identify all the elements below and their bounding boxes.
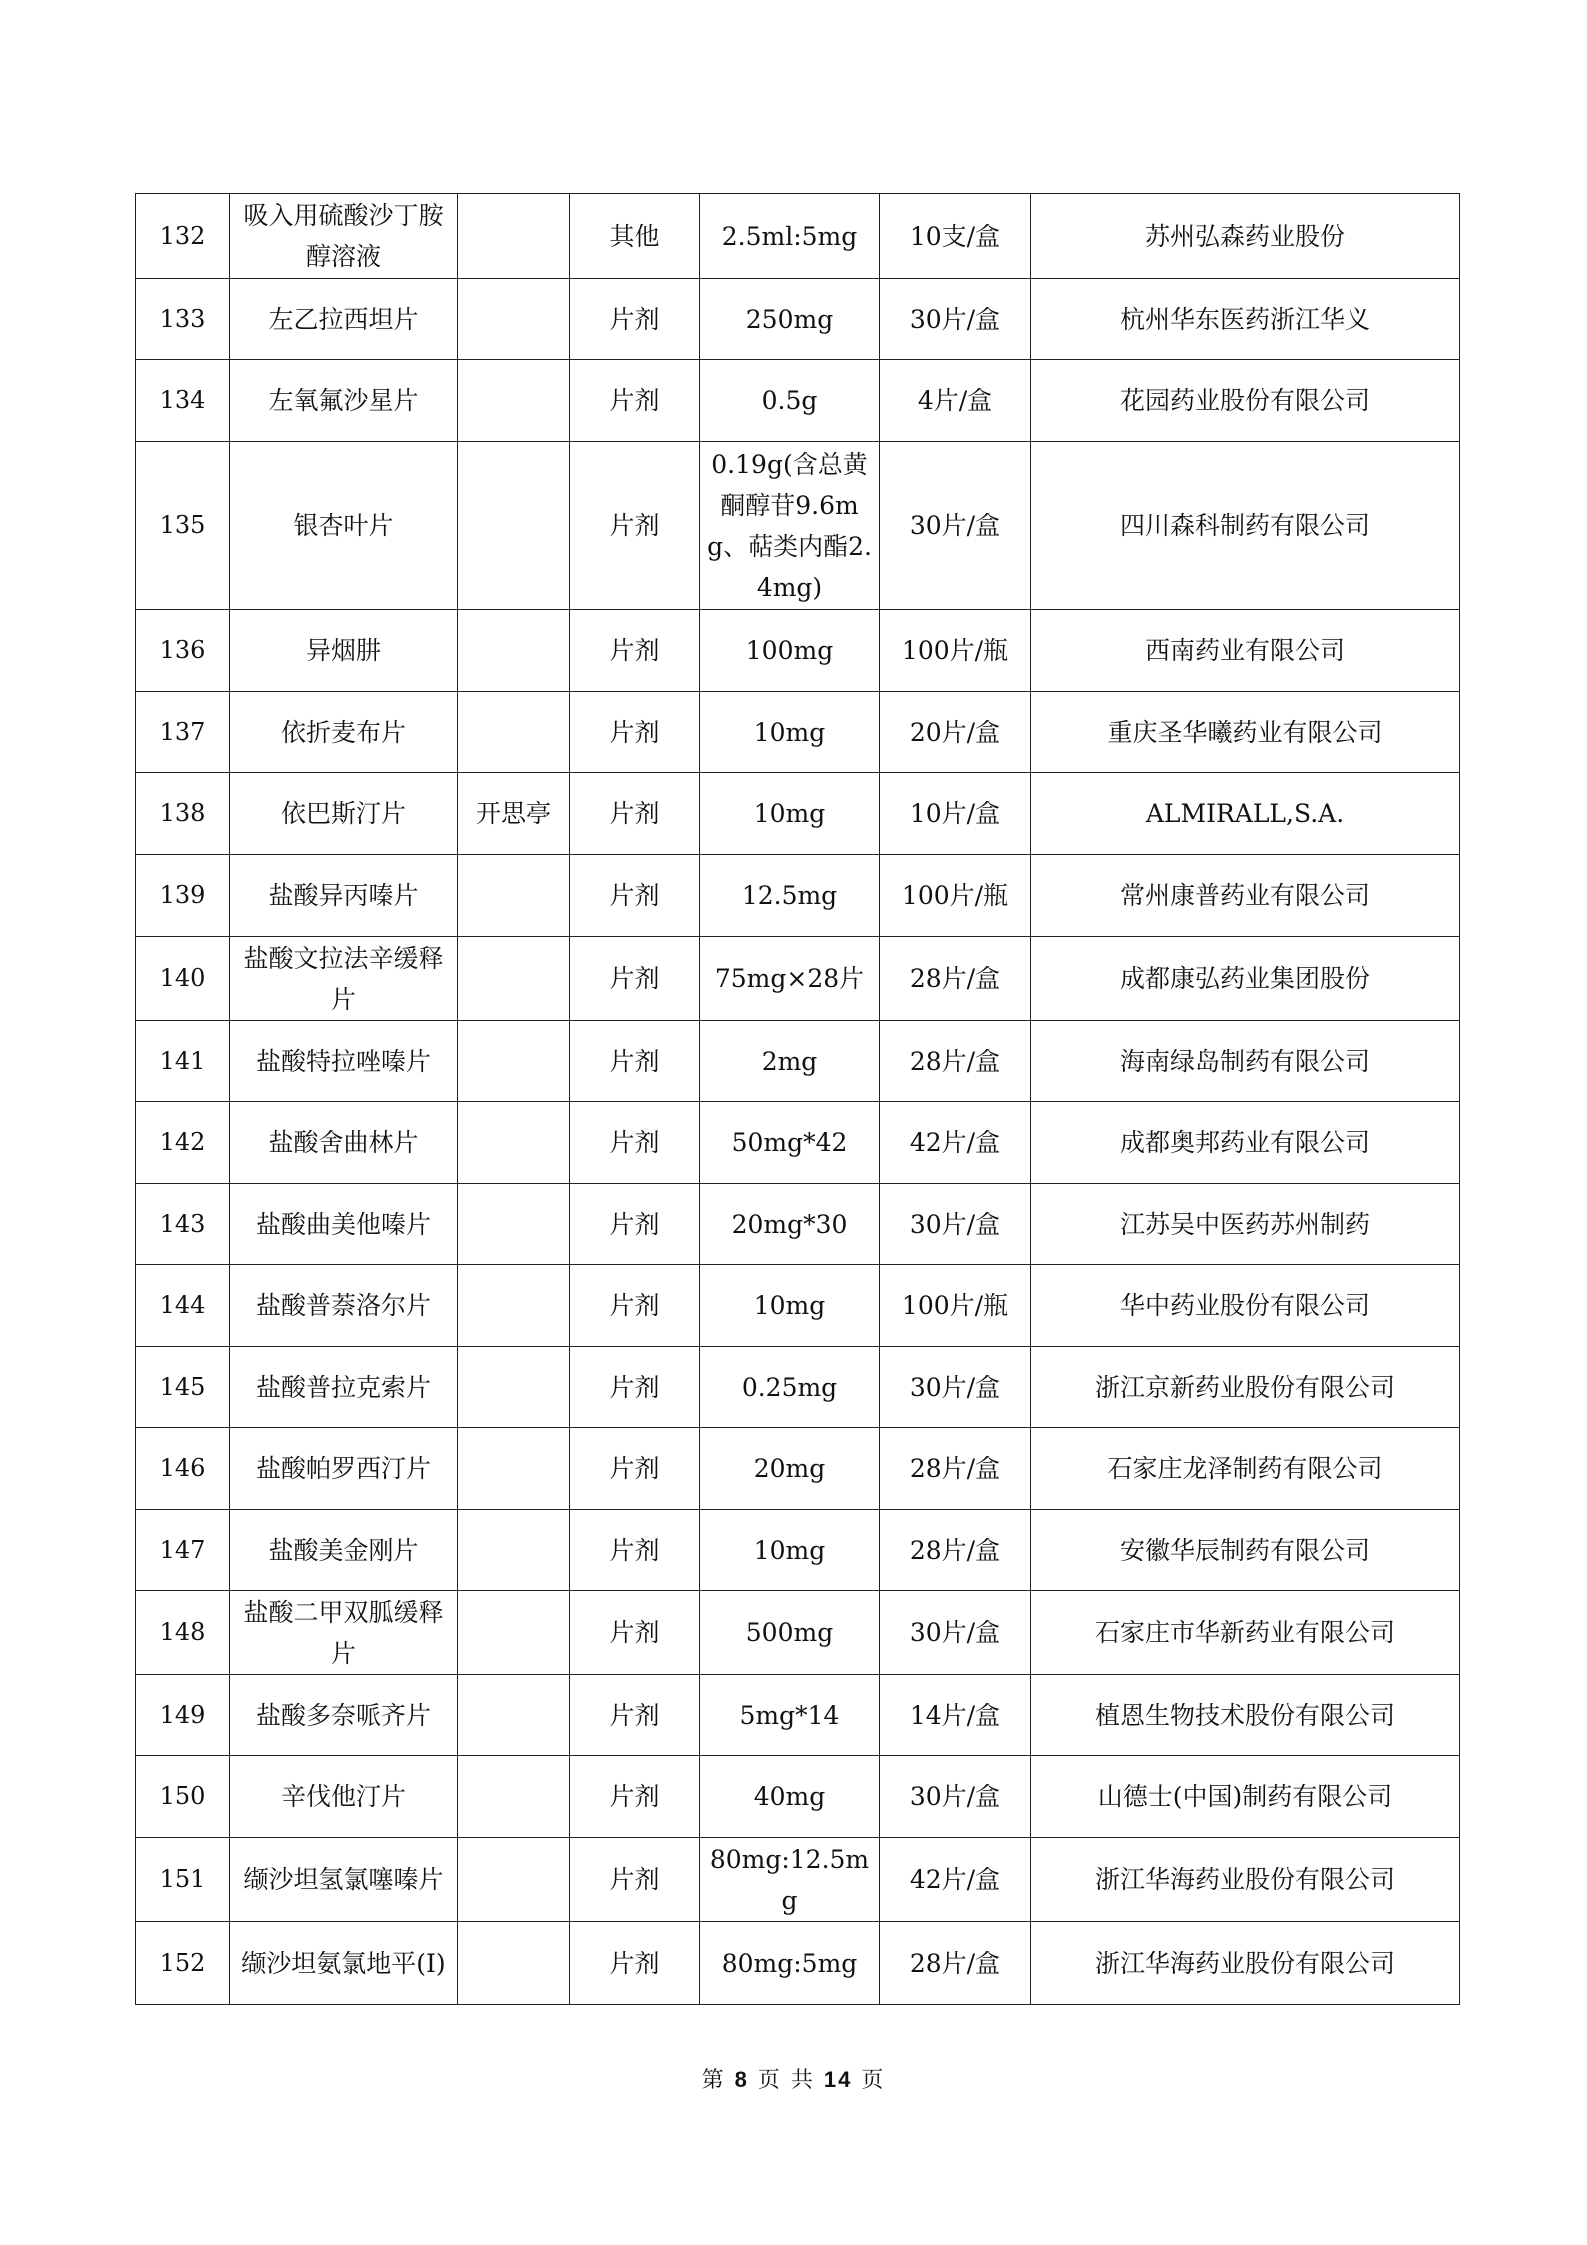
cell-number: 141 [136, 1021, 230, 1102]
cell-drug-name: 辛伐他汀片 [230, 1756, 458, 1838]
cell-manufacturer: 石家庄龙泽制药有限公司 [1031, 1428, 1460, 1510]
cell-specification: 10mg [700, 1510, 880, 1591]
cell-package: 30片/盒 [880, 1184, 1031, 1265]
cell-manufacturer: 苏州弘森药业股份 [1031, 194, 1460, 279]
cell-package: 100片/瓶 [880, 610, 1031, 692]
table-row [136, 610, 1460, 692]
cell-number: 149 [136, 1675, 230, 1756]
cell-dosage-form: 片剂 [570, 1675, 700, 1756]
cell-manufacturer: 浙江京新药业股份有限公司 [1031, 1347, 1460, 1428]
cell-dosage-form: 片剂 [570, 1102, 700, 1184]
cell-dosage-form: 片剂 [570, 937, 700, 1021]
cell-package: 42片/盒 [880, 1838, 1031, 1922]
cell-drug-name: 盐酸普拉克索片 [230, 1347, 458, 1428]
cell-specification: 20mg [700, 1428, 880, 1510]
cell-dosage-form: 片剂 [570, 773, 700, 855]
table-row [136, 1756, 1460, 1838]
drug-list-table [135, 193, 1460, 2005]
cell-dosage-form: 片剂 [570, 1922, 700, 2005]
cell-brand-name [458, 1265, 570, 1347]
cell-drug-name: 缬沙坦氢氯噻嗪片 [230, 1838, 458, 1922]
cell-brand-name [458, 360, 570, 442]
cell-manufacturer: 安徽华辰制药有限公司 [1031, 1510, 1460, 1591]
cell-drug-name: 盐酸文拉法辛缓释片 [230, 937, 458, 1021]
cell-manufacturer: 山德士(中国)制药有限公司 [1031, 1756, 1460, 1838]
table-row [136, 279, 1460, 360]
cell-brand-name [458, 442, 570, 610]
cell-number: 152 [136, 1922, 230, 2005]
cell-package: 30片/盒 [880, 1347, 1031, 1428]
cell-brand-name [458, 194, 570, 279]
cell-manufacturer: ALMIRALL,S.A. [1031, 773, 1460, 855]
cell-package: 100片/瓶 [880, 1265, 1031, 1347]
cell-manufacturer: 花园药业股份有限公司 [1031, 360, 1460, 442]
cell-brand-name [458, 1021, 570, 1102]
cell-specification: 2mg [700, 1021, 880, 1102]
cell-drug-name: 缬沙坦氨氯地平(I) [230, 1922, 458, 2005]
cell-package: 14片/盒 [880, 1675, 1031, 1756]
cell-brand-name [458, 692, 570, 773]
cell-specification: 80mg:5mg [700, 1922, 880, 2005]
cell-drug-name: 盐酸特拉唑嗪片 [230, 1021, 458, 1102]
cell-drug-name: 左氧氟沙星片 [230, 360, 458, 442]
cell-number: 133 [136, 279, 230, 360]
cell-drug-name: 依折麦布片 [230, 692, 458, 773]
cell-specification: 10mg [700, 1265, 880, 1347]
cell-drug-name: 左乙拉西坦片 [230, 279, 458, 360]
cell-dosage-form: 片剂 [570, 1591, 700, 1675]
current-page-number: 8 [734, 2067, 749, 2092]
cell-number: 139 [136, 855, 230, 937]
cell-drug-name: 盐酸多奈哌齐片 [230, 1675, 458, 1756]
cell-package: 30片/盒 [880, 1756, 1031, 1838]
cell-number: 143 [136, 1184, 230, 1265]
cell-brand-name [458, 1756, 570, 1838]
cell-brand-name [458, 610, 570, 692]
cell-dosage-form: 片剂 [570, 1184, 700, 1265]
cell-dosage-form: 片剂 [570, 610, 700, 692]
cell-specification: 100mg [700, 610, 880, 692]
cell-brand-name [458, 1184, 570, 1265]
cell-drug-name: 依巴斯汀片 [230, 773, 458, 855]
cell-number: 137 [136, 692, 230, 773]
cell-dosage-form: 其他 [570, 194, 700, 279]
table-row [136, 1184, 1460, 1265]
table-row [136, 1838, 1460, 1922]
cell-package: 20片/盒 [880, 692, 1031, 773]
cell-brand-name [458, 855, 570, 937]
table-row [136, 1591, 1460, 1675]
cell-number: 147 [136, 1510, 230, 1591]
cell-brand-name [458, 937, 570, 1021]
cell-number: 148 [136, 1591, 230, 1675]
cell-brand-name [458, 1675, 570, 1756]
table-row [136, 442, 1460, 610]
cell-dosage-form: 片剂 [570, 1265, 700, 1347]
cell-dosage-form: 片剂 [570, 692, 700, 773]
cell-dosage-form: 片剂 [570, 1347, 700, 1428]
table-row [136, 1347, 1460, 1428]
table-row [136, 360, 1460, 442]
cell-manufacturer: 成都康弘药业集团股份 [1031, 937, 1460, 1021]
cell-specification: 10mg [700, 773, 880, 855]
cell-brand-name [458, 1838, 570, 1922]
cell-package: 28片/盒 [880, 937, 1031, 1021]
cell-number: 146 [136, 1428, 230, 1510]
cell-specification: 10mg [700, 692, 880, 773]
cell-specification: 40mg [700, 1756, 880, 1838]
cell-dosage-form: 片剂 [570, 442, 700, 610]
table-row [136, 1021, 1460, 1102]
cell-manufacturer: 重庆圣华曦药业有限公司 [1031, 692, 1460, 773]
cell-manufacturer: 江苏吴中医药苏州制药 [1031, 1184, 1460, 1265]
cell-specification: 0.5g [700, 360, 880, 442]
cell-drug-name: 盐酸美金刚片 [230, 1510, 458, 1591]
cell-dosage-form: 片剂 [570, 1021, 700, 1102]
cell-package: 10片/盒 [880, 773, 1031, 855]
table-row [136, 1922, 1460, 2005]
cell-number: 135 [136, 442, 230, 610]
cell-manufacturer: 浙江华海药业股份有限公司 [1031, 1838, 1460, 1922]
cell-drug-name: 盐酸曲美他嗪片 [230, 1184, 458, 1265]
cell-specification: 80mg:12.5mg [700, 1838, 880, 1922]
cell-specification: 75mg×28片 [700, 937, 880, 1021]
cell-package: 4片/盒 [880, 360, 1031, 442]
cell-brand-name: 开思亭 [458, 773, 570, 855]
cell-specification: 50mg*42 [700, 1102, 880, 1184]
cell-specification: 0.19g(含总黄酮醇苷9.6mg、萜类内酯2.4mg) [700, 442, 880, 610]
cell-specification: 5mg*14 [700, 1675, 880, 1756]
cell-brand-name [458, 279, 570, 360]
cell-package: 28片/盒 [880, 1510, 1031, 1591]
table-row [136, 1265, 1460, 1347]
cell-specification: 0.25mg [700, 1347, 880, 1428]
cell-dosage-form: 片剂 [570, 279, 700, 360]
cell-manufacturer: 植恩生物技术股份有限公司 [1031, 1675, 1460, 1756]
cell-package: 42片/盒 [880, 1102, 1031, 1184]
table-row [136, 937, 1460, 1021]
cell-number: 150 [136, 1756, 230, 1838]
cell-number: 144 [136, 1265, 230, 1347]
cell-drug-name: 盐酸异丙嗪片 [230, 855, 458, 937]
table-row [136, 773, 1460, 855]
cell-dosage-form: 片剂 [570, 1838, 700, 1922]
cell-drug-name: 盐酸舍曲林片 [230, 1102, 458, 1184]
cell-manufacturer: 石家庄市华新药业有限公司 [1031, 1591, 1460, 1675]
cell-manufacturer: 常州康普药业有限公司 [1031, 855, 1460, 937]
cell-number: 145 [136, 1347, 230, 1428]
cell-package: 10支/盒 [880, 194, 1031, 279]
footer-suffix: 页 [861, 2068, 886, 2093]
cell-manufacturer: 成都奥邦药业有限公司 [1031, 1102, 1460, 1184]
table-row [136, 1510, 1460, 1591]
cell-package: 30片/盒 [880, 442, 1031, 610]
table-row [136, 692, 1460, 773]
cell-number: 151 [136, 1838, 230, 1922]
cell-number: 138 [136, 773, 230, 855]
footer-prefix: 第 [701, 2068, 726, 2093]
cell-package: 28片/盒 [880, 1021, 1031, 1102]
cell-brand-name [458, 1591, 570, 1675]
cell-specification: 2.5ml:5mg [700, 194, 880, 279]
cell-brand-name [458, 1510, 570, 1591]
cell-dosage-form: 片剂 [570, 1428, 700, 1510]
cell-manufacturer: 杭州华东医药浙江华义 [1031, 279, 1460, 360]
cell-package: 30片/盒 [880, 279, 1031, 360]
cell-number: 140 [136, 937, 230, 1021]
cell-dosage-form: 片剂 [570, 1510, 700, 1591]
cell-drug-name: 异烟肼 [230, 610, 458, 692]
cell-drug-name: 吸入用硫酸沙丁胺醇溶液 [230, 194, 458, 279]
cell-dosage-form: 片剂 [570, 360, 700, 442]
cell-drug-name: 盐酸普萘洛尔片 [230, 1265, 458, 1347]
table-row [136, 1675, 1460, 1756]
cell-dosage-form: 片剂 [570, 1756, 700, 1838]
table-body [136, 194, 1460, 2005]
cell-number: 142 [136, 1102, 230, 1184]
cell-specification: 12.5mg [700, 855, 880, 937]
cell-manufacturer: 华中药业股份有限公司 [1031, 1265, 1460, 1347]
cell-package: 28片/盒 [880, 1922, 1031, 2005]
footer-middle: 页 共 [757, 2068, 815, 2093]
table-row [136, 194, 1460, 279]
table-row [136, 1428, 1460, 1510]
page-footer [0, 2063, 1587, 2094]
cell-drug-name: 盐酸二甲双胍缓释片 [230, 1591, 458, 1675]
table-row [136, 1102, 1460, 1184]
cell-package: 28片/盒 [880, 1428, 1031, 1510]
cell-specification: 500mg [700, 1591, 880, 1675]
cell-brand-name [458, 1347, 570, 1428]
cell-manufacturer: 海南绿岛制药有限公司 [1031, 1021, 1460, 1102]
cell-manufacturer: 四川森科制药有限公司 [1031, 442, 1460, 610]
cell-brand-name [458, 1102, 570, 1184]
cell-brand-name [458, 1922, 570, 2005]
cell-number: 136 [136, 610, 230, 692]
table-row [136, 855, 1460, 937]
cell-specification: 20mg*30 [700, 1184, 880, 1265]
cell-specification: 250mg [700, 279, 880, 360]
cell-manufacturer: 西南药业有限公司 [1031, 610, 1460, 692]
cell-manufacturer: 浙江华海药业股份有限公司 [1031, 1922, 1460, 2005]
cell-drug-name: 盐酸帕罗西汀片 [230, 1428, 458, 1510]
cell-drug-name: 银杏叶片 [230, 442, 458, 610]
cell-package: 100片/瓶 [880, 855, 1031, 937]
cell-number: 134 [136, 360, 230, 442]
total-page-count: 14 [823, 2067, 853, 2092]
cell-number: 132 [136, 194, 230, 279]
cell-package: 30片/盒 [880, 1591, 1031, 1675]
cell-brand-name [458, 1428, 570, 1510]
cell-dosage-form: 片剂 [570, 855, 700, 937]
